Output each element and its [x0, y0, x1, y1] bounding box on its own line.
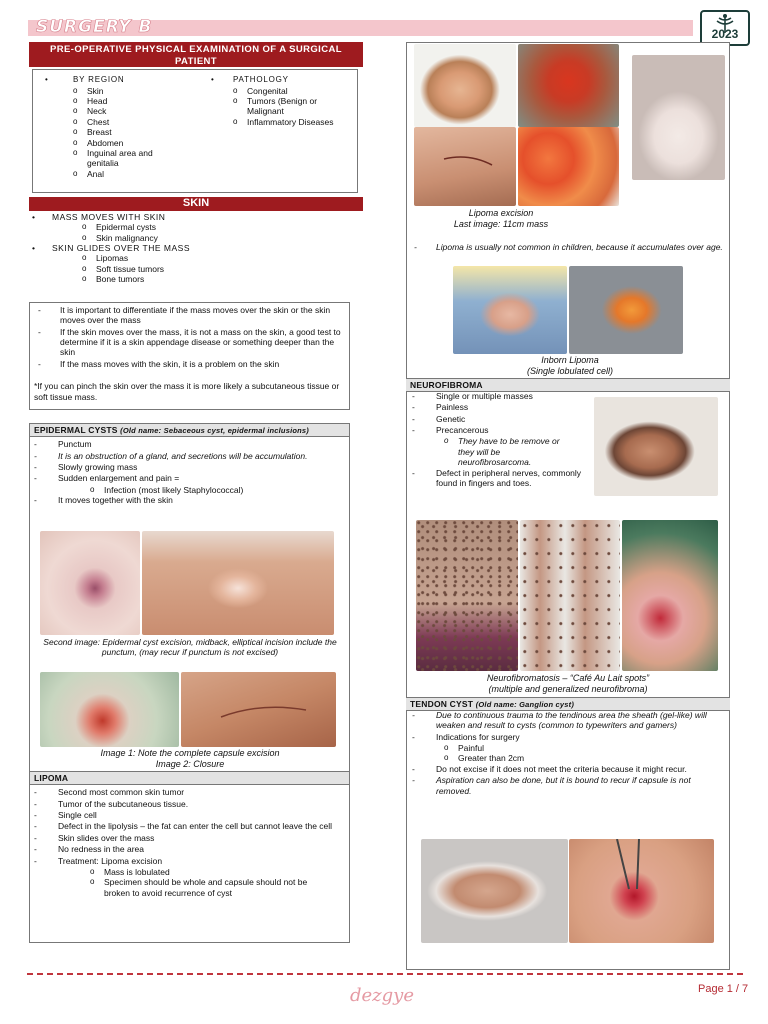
lipoma-item: - Tumor of the subcutaneous tissue.	[30, 799, 349, 809]
epidermal-cyst-photo-2	[142, 531, 334, 635]
lipoma-header: LIPOMA	[30, 772, 349, 785]
tendon-item: - Aspiration can also be done, but it is bound to recur if capsule is not removed.	[408, 775, 726, 796]
tendon-cyst-excision-photo	[569, 839, 714, 943]
overview-box	[32, 69, 358, 193]
skin-note: - If the skin moves over the mass, it is not a mass on the skin, a good test to determine if it is a skin appendage disease or something deeper than the skin	[34, 327, 345, 358]
epidermal-cyst-caption: Second image: Epidermal cyst excision, midback, elliptical incision include the punctum, (may recur if punctum is not excised)	[43, 637, 337, 658]
capsule-caption-1: Image 1: Note the complete capsule excision	[100, 748, 280, 758]
by-region-label: • BY REGION	[43, 75, 203, 85]
neurofibromatosis-back-photo	[416, 520, 518, 671]
skin-note: - If the mass moves with the skin, it is a problem on the skin	[34, 359, 345, 369]
epidermal-cyst-photo-1	[40, 531, 140, 635]
pathology-item: o Congenital	[233, 86, 354, 96]
tendon-item: - Do not excise if it does not meet the criteria because it might recur.	[408, 764, 726, 774]
region-item: o Chest	[73, 117, 203, 127]
lipoma-item: - Skin slides over the mass	[30, 833, 349, 843]
lipoma-item: - Defect in the lipolysis – the fat can enter the cell but cannot leave the cell	[30, 821, 349, 831]
skin-notes-box	[29, 302, 350, 410]
lipoma-box	[29, 771, 350, 943]
lipoma-item: - Single cell	[30, 810, 349, 820]
neurofibroma-list	[408, 391, 588, 489]
inborn-lipoma-caption-1: Inborn Lipoma	[541, 355, 599, 365]
footer-divider	[27, 973, 743, 977]
neurofibroma-header: NEUROFIBROMA	[406, 378, 730, 392]
page-number: Page 1 / 7	[698, 983, 749, 995]
skin-movement-list	[30, 212, 360, 285]
lipoma-item: - Second most common skin tumor	[30, 787, 349, 797]
skin-glides-label: • SKIN GLIDES OVER THE MASS	[30, 243, 360, 253]
lipoma-photo-2	[518, 44, 619, 127]
epidermal-item: - Punctum	[30, 439, 349, 449]
tendon-cyst-title: TENDON CYST	[410, 699, 474, 709]
lipoma-subitem: o Specimen should be whole and capsule should not be broken to avoid recurrence of cyst	[90, 877, 335, 898]
lipoma-caption-2: Last image: 11cm mass	[453, 219, 549, 229]
region-item: o Inguinal area and genitalia	[73, 148, 173, 169]
cyst-excision-photo	[40, 672, 179, 747]
pathology-item: o Tumors (Benign or Malignant	[233, 96, 323, 117]
epidermal-subitem: o Infection (most likely Staphylococcal)	[90, 485, 349, 495]
mass-moves-label: • MASS MOVES WITH SKIN	[30, 212, 360, 222]
neurofibroma-hand-photo	[594, 397, 718, 496]
tendon-item: - Indications for surgery	[408, 732, 726, 742]
lipoma-subitem: o Mass is lobulated	[90, 867, 335, 877]
lipoma-caption-1: Lipoma excision	[468, 208, 534, 218]
forceps-icon	[569, 839, 714, 943]
neurofibroma-item: - Precancerous	[408, 425, 588, 435]
tendon-item: - Due to continuous trauma to the tendinous area the sheath (gel-like) will weaken and result to cysts (common to typewriters and gamers)	[408, 710, 726, 731]
glides-item: o Bone tumors	[82, 274, 360, 284]
pathology-item: o Inflammatory Diseases	[233, 117, 354, 127]
glides-item: o Soft tissue tumors	[82, 264, 360, 274]
epidermal-item: - It moves together with the skin	[30, 495, 349, 505]
lipoma-photo-3	[414, 127, 516, 206]
capsule-caption-2: Image 2: Closure	[155, 759, 225, 769]
lipoma-photo-4	[518, 127, 619, 206]
neurofibromatosis-caption-2: (multiple and generalized neurofibroma)	[488, 684, 648, 694]
lipoma-item: - No redness in the area	[30, 844, 349, 854]
author-signature: dezgye	[350, 985, 415, 1006]
tendon-cyst-wrist-photo	[421, 839, 568, 943]
epidermal-cyst-header	[30, 424, 349, 437]
wound-closure-photo	[181, 672, 336, 747]
region-item: o Breast	[73, 127, 203, 137]
neurofibroma-subitem: o They have to be remove or they will be neurofibrosarcoma.	[444, 436, 574, 467]
epidermal-cyst-title: EPIDERMAL CYSTS	[34, 425, 118, 435]
document-title: PRE-OPERATIVE PHYSICAL EXAMINATION OF A SURGICAL PATIENT	[50, 44, 342, 67]
moves-item: o Epidermal cysts	[82, 222, 360, 232]
document-title-box	[29, 42, 363, 67]
closure-suture-line-icon	[181, 672, 336, 747]
epidermal-cyst-old-name: (Old name: Sebaceous cyst, epidermal inclusions)	[120, 426, 309, 435]
tendon-cyst-old-name: (Old name: Ganglion cyst)	[475, 700, 575, 709]
lipoma-photo-5	[632, 55, 725, 180]
epidermal-item: - Sudden enlargement and pain =	[30, 473, 349, 483]
skin-note: - It is important to differentiate if the mass moves over the skin or the skin moves over the mass	[34, 305, 345, 326]
inborn-lipoma-caption-2: (Single lobulated cell)	[526, 366, 614, 376]
glides-item: o Lipomas	[82, 253, 360, 263]
logo-year: 2023	[711, 27, 739, 42]
neurofibroma-item: - Painless	[408, 402, 588, 412]
neurofibromatosis-arms-photo	[520, 520, 620, 671]
inborn-lipoma-photo-2	[569, 266, 683, 354]
region-item: o Neck	[73, 106, 203, 116]
tendon-subitem: o Painful	[444, 743, 726, 753]
lipoma-children-note: - Lipoma is usually not common in children, because it accumulates over age.	[410, 242, 730, 252]
lipoma-item: - Treatment: Lipoma excision	[30, 856, 349, 866]
neurofibroma-item: - Genetic	[408, 414, 588, 424]
pinch-note: *If you can pinch the skin over the mass it is more likely a subcutaneous tissue or soft tissue mass.	[34, 381, 340, 402]
region-item: o Head	[73, 96, 203, 106]
epidermal-item: - Slowly growing mass	[30, 462, 349, 472]
header-banner-title: SURGERY B	[36, 17, 153, 37]
neurofibroma-item: - Defect in peripheral nerves, commonly found in fingers and toes.	[408, 468, 588, 489]
moves-item: o Skin malignancy	[82, 233, 360, 243]
neurofibroma-item: - Single or multiple masses	[408, 391, 588, 401]
neurofibroma-excision-photo	[622, 520, 718, 671]
tendon-cyst-list	[408, 710, 726, 797]
inborn-lipoma-photo-1	[453, 266, 567, 354]
epidermal-item: - It is an obstruction of a gland, and secretions will be accumulation.	[30, 451, 349, 461]
region-item: o Abdomen	[73, 138, 203, 148]
neurofibromatosis-caption-1: Neurofibromatosis – “Café Au Lait spots”	[486, 673, 650, 683]
lipoma-photo-1	[414, 44, 516, 127]
skin-heading: SKIN	[29, 197, 363, 211]
tendon-subitem: o Greater than 2cm	[444, 753, 726, 763]
region-item: o Skin	[73, 86, 203, 96]
pathology-label: • PATHOLOGY	[209, 75, 354, 85]
course-logo	[700, 10, 750, 46]
lipoma-incision-line-icon	[414, 127, 516, 206]
region-item: o Anal	[73, 169, 203, 179]
